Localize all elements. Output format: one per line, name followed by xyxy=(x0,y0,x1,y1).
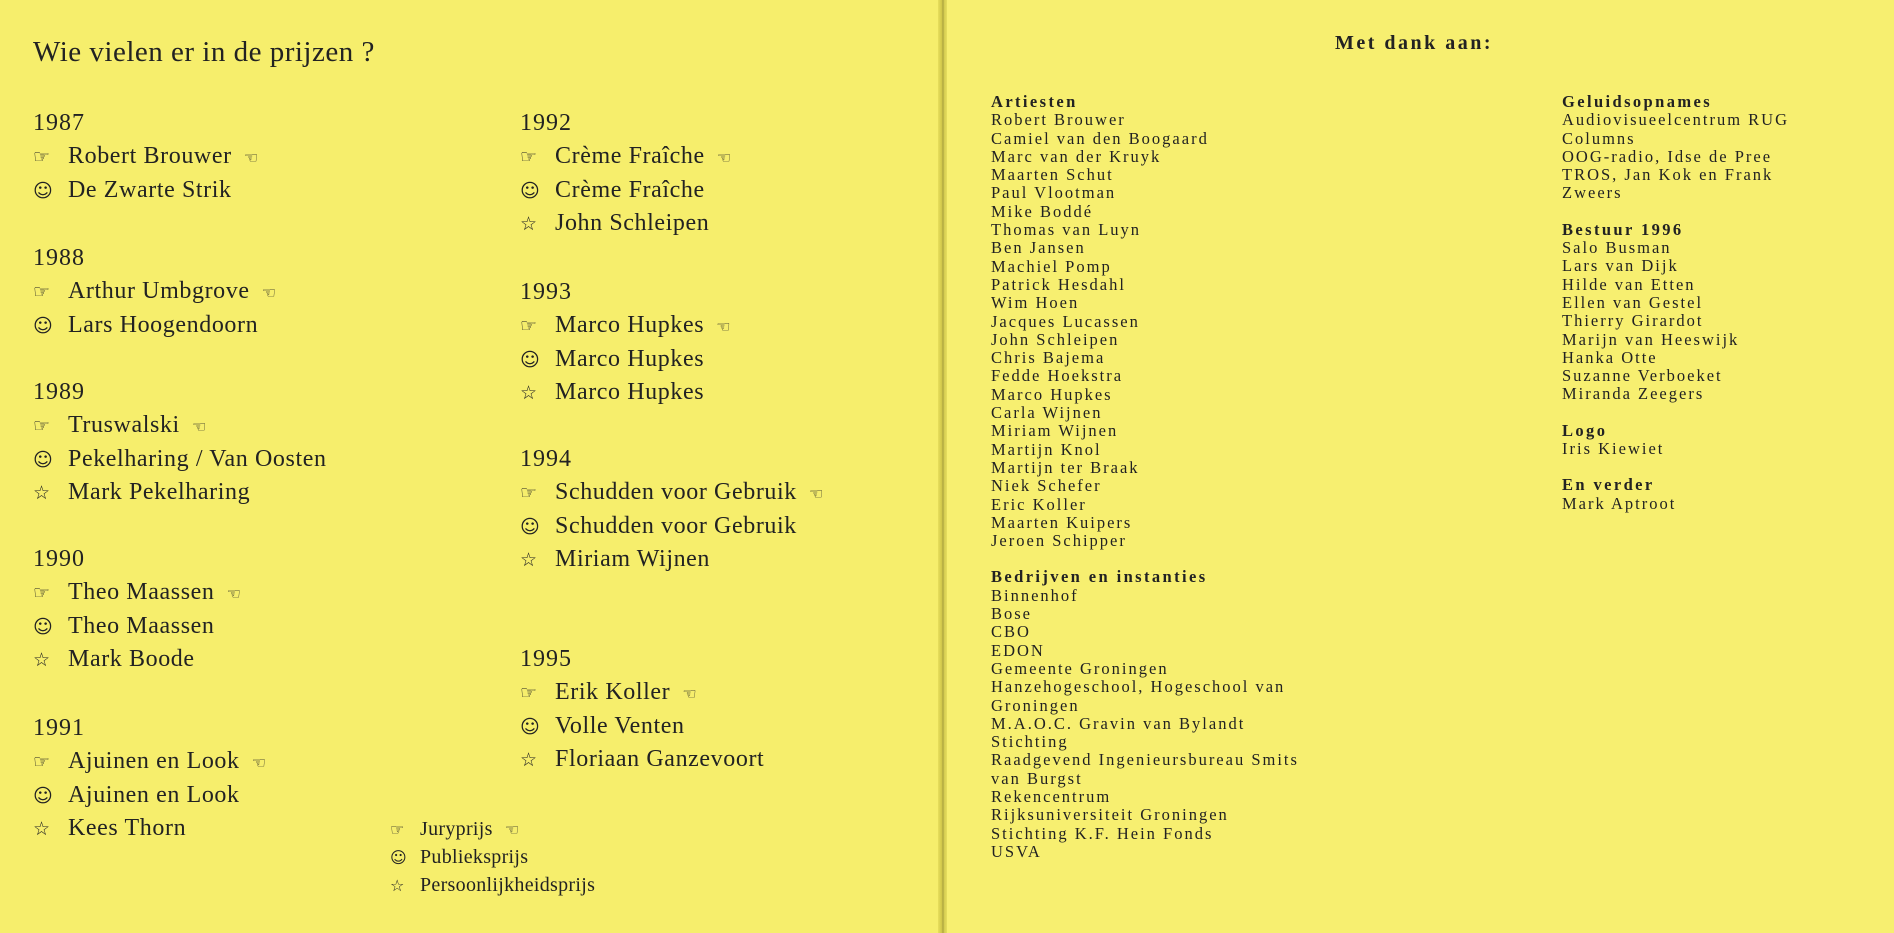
credit-name: Stichting K.F. Hein Fonds xyxy=(991,823,1214,843)
hand-pointing-right-icon: ☞ xyxy=(520,146,538,168)
credit-name: Carla Wijnen xyxy=(991,403,1103,423)
credit-name: Eric Koller xyxy=(991,494,1087,514)
hand-pointing-right-icon: ☞ xyxy=(33,281,51,303)
smiley-icon: ☺ xyxy=(33,615,54,638)
hand-pointing-left-icon: ☜ xyxy=(251,753,267,772)
smiley-icon: ☺ xyxy=(520,179,541,202)
thanks-column-1 xyxy=(991,93,1299,861)
credit-name: Iris Kiewiet xyxy=(1562,439,1665,459)
hand-pointing-right-icon: ☞ xyxy=(520,482,538,504)
prize-winner: Ajuinen en Look xyxy=(68,781,240,808)
credit-name: Rijksuniversiteit Groningen xyxy=(991,805,1229,825)
credit-name: Fedde Hoekstra xyxy=(991,366,1124,386)
prize-entry xyxy=(33,782,240,809)
credit-name: OOG-radio, Idse de Pree xyxy=(1562,146,1773,166)
star-icon: ☆ xyxy=(520,213,538,235)
thanks-title: Met dank aan: xyxy=(1335,32,1494,54)
hand-pointing-right-icon: ☞ xyxy=(520,682,538,704)
legend-label: Juryprijs xyxy=(420,818,493,840)
star-icon: ☆ xyxy=(520,749,538,771)
hand-pointing-right-icon: ☞ xyxy=(520,315,538,337)
credit-name: Gemeente Groningen xyxy=(991,658,1169,678)
credit-name: Wim Hoen xyxy=(991,293,1080,313)
prize-entry xyxy=(520,513,797,540)
prize-winner: Truswalski xyxy=(68,412,180,438)
hand-pointing-left-icon: ☜ xyxy=(226,584,242,603)
prize-winner: Theo Maassen xyxy=(68,612,215,639)
prize-winner: Lars Hoogendoorn xyxy=(68,311,259,338)
prize-winner: Theo Maassen xyxy=(68,579,215,605)
hand-pointing-right-icon: ☞ xyxy=(33,582,51,604)
credit-heading: Artiesten xyxy=(991,92,1078,111)
hand-pointing-left-icon: ☜ xyxy=(504,820,520,839)
star-icon: ☆ xyxy=(390,876,405,895)
prize-entry xyxy=(33,748,267,775)
credit-name: Patrick Hesdahl xyxy=(991,274,1126,294)
section-gap xyxy=(1562,404,1789,422)
prize-winner: Volle Venten xyxy=(555,712,685,739)
credit-name: Groningen xyxy=(991,695,1080,715)
prize-entry xyxy=(520,210,709,237)
credit-name: Rekencentrum xyxy=(991,786,1112,806)
prize-entry xyxy=(520,479,824,506)
credit-name: Jacques Lucassen xyxy=(991,311,1140,331)
prize-year: 1995 xyxy=(520,646,572,672)
prize-winner: John Schleipen xyxy=(555,210,710,236)
prize-winner: Marco Hupkes xyxy=(555,379,705,405)
credit-name: M.A.O.C. Gravin van Bylandt xyxy=(991,713,1246,733)
prize-entry xyxy=(33,312,258,339)
prize-year: 1990 xyxy=(33,546,85,572)
credit-name: Bose xyxy=(991,604,1032,624)
prize-entry xyxy=(33,646,195,673)
credit-name: Maarten Kuipers xyxy=(991,512,1133,532)
credit-name: Audiovisueelcentrum RUG xyxy=(1562,110,1790,130)
credit-name: Jeroen Schipper xyxy=(991,531,1127,551)
credit-name: Mike Boddé xyxy=(991,201,1094,221)
thanks-column-2 xyxy=(1562,93,1789,513)
credit-name: Binnenhof xyxy=(991,585,1079,605)
hand-pointing-left-icon: ☜ xyxy=(191,417,207,436)
smiley-icon: ☺ xyxy=(33,784,54,807)
credit-name: Maarten Schut xyxy=(991,165,1114,185)
credit-name: EDON xyxy=(991,640,1045,660)
credit-heading: Bestuur 1996 xyxy=(1562,219,1684,239)
credit-name: Hanzehogeschool, Hogeschool van xyxy=(991,677,1286,697)
smiley-icon: ☺ xyxy=(33,179,54,202)
prize-entry xyxy=(33,412,207,439)
smiley-icon: ☺ xyxy=(520,348,541,371)
star-icon: ☆ xyxy=(520,382,538,404)
prize-entry xyxy=(33,579,241,606)
credit-name: Zweers xyxy=(1562,183,1623,203)
hand-pointing-left-icon: ☜ xyxy=(682,684,698,703)
prize-winner: Arthur Umbgrove xyxy=(68,278,250,304)
credit-heading: Logo xyxy=(1562,420,1608,440)
legend-item xyxy=(390,818,519,841)
prize-entry xyxy=(33,613,215,640)
legend-label: Publieksprijs xyxy=(420,846,529,868)
section-gap xyxy=(1562,203,1789,221)
prize-entry xyxy=(33,143,259,170)
prize-winner: Floriaan Ganzevoort xyxy=(555,746,765,772)
hand-pointing-right-icon: ☞ xyxy=(33,751,51,773)
left-page xyxy=(0,0,940,933)
hand-pointing-left-icon: ☜ xyxy=(716,148,732,167)
credit-name: Salo Busman xyxy=(1562,238,1672,258)
credit-name: Marc van der Kruyk xyxy=(991,146,1162,166)
star-icon: ☆ xyxy=(33,818,51,840)
prize-year: 1991 xyxy=(33,715,85,741)
smiley-icon: ☺ xyxy=(520,515,541,538)
prize-entry xyxy=(520,379,704,406)
smiley-icon: ☺ xyxy=(390,848,407,867)
credit-name: Mark Aptroot xyxy=(1562,493,1677,513)
star-icon: ☆ xyxy=(33,649,51,671)
prize-year: 1992 xyxy=(520,110,572,136)
credit-name: Marco Hupkes xyxy=(991,384,1113,404)
prize-winner: Schudden voor Gebruik xyxy=(555,512,797,539)
prize-entry xyxy=(520,679,697,706)
prize-entry xyxy=(33,278,277,305)
prize-entry xyxy=(520,346,704,373)
prize-winner: Schudden voor Gebruik xyxy=(555,479,797,505)
credit-name: Columns xyxy=(1562,128,1636,148)
legend-item xyxy=(390,846,528,869)
prize-year: 1988 xyxy=(33,245,85,271)
credit-name: Ben Jansen xyxy=(991,238,1086,258)
credit-name: Martijn Knol xyxy=(991,439,1102,459)
credit-name: Lars van Dijk xyxy=(1562,256,1679,276)
credit-name: Hanka Otte xyxy=(1562,347,1658,367)
hand-pointing-right-icon: ☞ xyxy=(33,415,51,437)
hand-pointing-right-icon: ☞ xyxy=(33,146,51,168)
prize-entry xyxy=(33,479,250,506)
credit-name: Niek Schefer xyxy=(991,476,1102,496)
credit-name: Raadgevend Ingenieursbureau Smits xyxy=(991,750,1299,770)
prize-winner: Robert Brouwer xyxy=(68,143,232,169)
prize-winner: Marco Hupkes xyxy=(555,312,705,338)
credit-name: van Burgst xyxy=(991,768,1083,788)
credit-name: Martijn ter Braak xyxy=(991,457,1140,477)
credit-name: Robert Brouwer xyxy=(991,110,1126,130)
credit-name: Miriam Wijnen xyxy=(991,421,1119,441)
prize-winner: Pekelharing / Van Oosten xyxy=(68,445,327,472)
hand-pointing-left-icon: ☜ xyxy=(243,148,259,167)
credit-name: USVA xyxy=(991,841,1042,861)
credit-name: Chris Bajema xyxy=(991,348,1106,368)
smiley-icon: ☺ xyxy=(33,314,54,337)
credit-name: Hilde van Etten xyxy=(1562,274,1696,294)
credit-name: Marijn van Heeswijk xyxy=(1562,329,1740,349)
prize-entry xyxy=(520,143,732,170)
prize-winner: Marco Hupkes xyxy=(555,345,705,372)
hand-pointing-left-icon: ☜ xyxy=(716,317,732,336)
prize-entry xyxy=(33,177,232,204)
prize-entry xyxy=(520,746,764,773)
prize-year: 1989 xyxy=(33,379,85,405)
hand-pointing-left-icon: ☜ xyxy=(261,283,277,302)
prize-year: 1993 xyxy=(520,279,572,305)
prize-winner: De Zwarte Strik xyxy=(68,176,232,203)
credit-name: Stichting xyxy=(991,732,1069,752)
hand-pointing-left-icon: ☜ xyxy=(808,484,824,503)
credit-name: CBO xyxy=(991,622,1031,642)
prize-year: 1994 xyxy=(520,446,572,472)
credit-name: Suzanne Verboeket xyxy=(1562,366,1723,386)
prize-winner: Miriam Wijnen xyxy=(555,546,711,572)
star-icon: ☆ xyxy=(520,549,538,571)
section-gap xyxy=(991,550,1299,568)
hand-pointing-right-icon: ☞ xyxy=(390,820,405,839)
prize-entry xyxy=(520,177,705,204)
prize-winner: Mark Boode xyxy=(68,646,195,672)
prize-winner: Crème Fraîche xyxy=(555,176,705,203)
credit-heading: En verder xyxy=(1562,475,1655,495)
legend-label: Persoonlijkheidsprijs xyxy=(420,874,596,896)
smiley-icon: ☺ xyxy=(33,448,54,471)
star-icon: ☆ xyxy=(33,482,51,504)
credit-heading: Geluidsopnames xyxy=(1562,92,1713,111)
prize-entry xyxy=(33,815,186,842)
prize-winner: Kees Thorn xyxy=(68,815,187,841)
right-page xyxy=(947,0,1894,933)
credit-name: Camiel van den Boogaard xyxy=(991,128,1209,148)
credit-name: TROS, Jan Kok en Frank xyxy=(1562,165,1774,185)
section-gap xyxy=(1562,458,1789,476)
prize-winner: Erik Koller xyxy=(555,679,671,705)
prize-entry xyxy=(520,713,685,740)
credit-heading: Bedrijven en instanties xyxy=(991,567,1208,587)
prize-winner: Crème Fraîche xyxy=(555,143,705,169)
credit-name: Thomas van Luyn xyxy=(991,220,1142,240)
credit-name: Miranda Zeegers xyxy=(1562,384,1705,404)
credit-name: Ellen van Gestel xyxy=(1562,292,1704,312)
smiley-icon: ☺ xyxy=(520,715,541,738)
prizes-title: Wie vielen er in de prijzen ? xyxy=(33,36,375,68)
prize-year: 1987 xyxy=(33,110,85,136)
prize-entry xyxy=(520,312,731,339)
credit-name: Paul Vlootman xyxy=(991,183,1117,203)
prize-winner: Ajuinen en Look xyxy=(68,748,240,774)
prize-winner: Mark Pekelharing xyxy=(68,479,251,505)
credit-name: Machiel Pomp xyxy=(991,256,1112,276)
credit-name: Thierry Girardot xyxy=(1562,311,1704,331)
credit-name: John Schleipen xyxy=(991,329,1120,349)
prize-entry xyxy=(33,446,327,473)
legend-item xyxy=(390,874,595,897)
prize-entry xyxy=(520,546,710,573)
